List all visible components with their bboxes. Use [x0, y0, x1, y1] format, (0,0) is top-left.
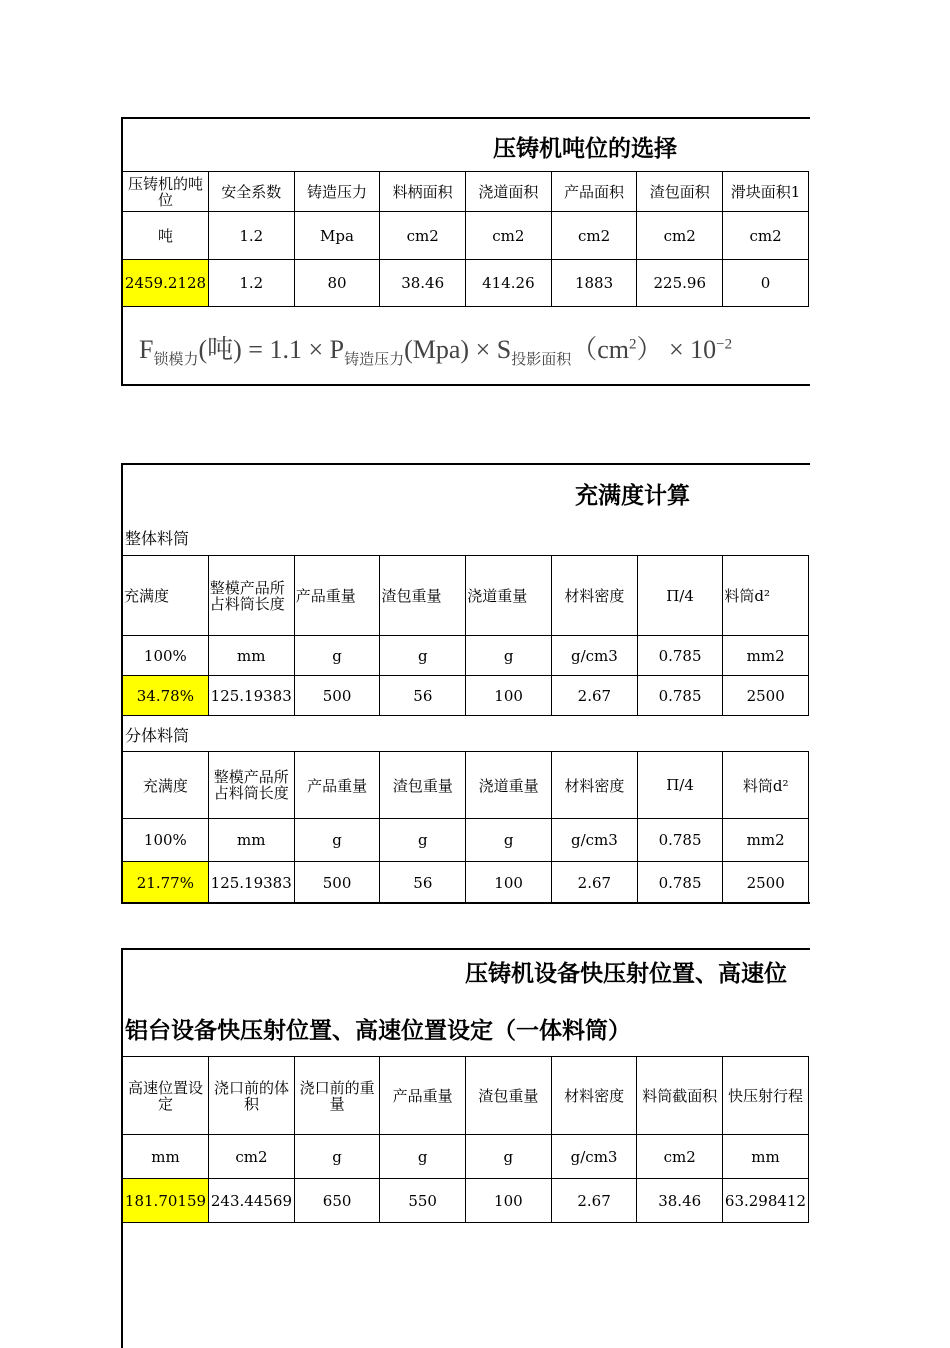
- value-cell[interactable]: 2500: [723, 676, 809, 716]
- unit-cell: cm2: [208, 1135, 294, 1179]
- unit-cell: mm: [722, 1135, 808, 1179]
- value-cell[interactable]: 650: [294, 1179, 379, 1223]
- unit-cell: g: [380, 819, 466, 862]
- clamping-force-formula: $F_{锁模力}$(吨) = $1.1 \times P_{铸造压力}(Mpa) \times S_{投影面积}(cm^2) \times 10^{-2}$: [139, 335, 733, 369]
- fill1-header-row: [123, 556, 809, 636]
- shot-position-section: [121, 948, 810, 1348]
- value-cell[interactable]: 1883: [551, 260, 637, 307]
- header-cell: 材料密度: [551, 1057, 637, 1135]
- header-cell: Π/4: [637, 556, 723, 636]
- unit-cell: g/cm3: [551, 1135, 637, 1179]
- fill1-value-row: [123, 676, 809, 716]
- value-cell[interactable]: 225.96: [637, 260, 723, 307]
- unit-cell: g: [294, 636, 380, 676]
- unit-cell: cm2: [637, 1135, 723, 1179]
- value-cell[interactable]: 2.67: [552, 862, 638, 905]
- unit-cell: mm2: [723, 636, 809, 676]
- value-cell[interactable]: 2.67: [552, 676, 638, 716]
- part1-label: 整体料筒: [125, 529, 190, 548]
- header-cell: 产品面积: [551, 172, 637, 212]
- header-cell: 压铸机的吨位: [123, 172, 209, 212]
- header-cell: 整模产品所占料筒长度: [208, 752, 294, 819]
- header-cell: 渣包重量: [380, 556, 466, 636]
- header-cell: 产品重量: [294, 556, 380, 636]
- unit-cell: 100%: [123, 636, 209, 676]
- value-cell[interactable]: 38.46: [380, 260, 466, 307]
- header-cell: 产品重量: [380, 1057, 466, 1135]
- unit-cell: g: [466, 1135, 552, 1179]
- value-cell[interactable]: 1.2: [208, 260, 294, 307]
- fill2-header-row: [123, 752, 809, 819]
- header-cell: 浇道面积: [466, 172, 552, 212]
- header-cell: 渣包面积: [637, 172, 723, 212]
- unit-cell: g: [380, 1135, 466, 1179]
- unit-cell: Mpa: [294, 212, 380, 260]
- unit-cell: 0.785: [637, 636, 723, 676]
- header-cell: 产品重量: [294, 752, 380, 819]
- tonnage-value-row: [123, 260, 809, 307]
- unit-cell: 1.2: [208, 212, 294, 260]
- value-cell[interactable]: 63.298412: [722, 1179, 808, 1223]
- header-cell: 滑块面积1: [723, 172, 809, 212]
- unit-cell: g: [466, 636, 552, 676]
- header-cell: 材料密度: [552, 556, 638, 636]
- unit-cell: mm2: [723, 819, 809, 862]
- value-cell[interactable]: 38.46: [637, 1179, 723, 1223]
- unit-cell: cm2: [466, 212, 552, 260]
- shot-position-subtitle: 铝台设备快压射位置、高速位置设定（一体料筒）: [125, 1017, 631, 1044]
- unit-cell: cm2: [551, 212, 637, 260]
- value-cell[interactable]: 100: [466, 1179, 552, 1223]
- header-cell: 料柄面积: [380, 172, 466, 212]
- header-cell: 浇道重量: [466, 556, 552, 636]
- header-cell: 铸造压力: [294, 172, 380, 212]
- value-cell[interactable]: 414.26: [466, 260, 552, 307]
- header-cell: 料筒截面积: [637, 1057, 723, 1135]
- shot-position-table: [122, 1056, 809, 1223]
- tonnage-result-cell[interactable]: 2459.2128: [123, 260, 209, 307]
- unit-cell: 0.785: [637, 819, 723, 862]
- header-cell: 浇口前的体积: [208, 1057, 294, 1135]
- fill-ratio-title: 充满度计算: [575, 482, 690, 509]
- unit-cell: g/cm3: [552, 636, 638, 676]
- shot-unit-row: [123, 1135, 809, 1179]
- header-cell: 料筒d²: [723, 752, 809, 819]
- unit-cell: 100%: [123, 819, 209, 862]
- header-cell: Π/4: [637, 752, 723, 819]
- value-cell[interactable]: 2.67: [551, 1179, 637, 1223]
- shot-position-title: 压铸机设备快压射位置、高速位: [465, 960, 787, 987]
- header-cell: 浇口前的重量: [294, 1057, 379, 1135]
- unit-cell: mm: [208, 819, 294, 862]
- part2-label: 分体料筒: [125, 726, 190, 745]
- fill2-unit-row: [123, 819, 809, 862]
- value-cell[interactable]: 80: [294, 260, 380, 307]
- unit-cell: g/cm3: [552, 819, 638, 862]
- header-cell: 渣包重量: [380, 752, 466, 819]
- fill2-value-row: [123, 862, 809, 905]
- unit-cell: g: [380, 636, 466, 676]
- value-cell[interactable]: 0: [723, 260, 809, 307]
- value-cell[interactable]: 0.785: [637, 676, 723, 716]
- shot-position-result-cell[interactable]: 181.70159: [123, 1179, 209, 1223]
- unit-cell: mm: [208, 636, 294, 676]
- header-cell: 料筒d²: [723, 556, 809, 636]
- fill-ratio-result-cell[interactable]: 34.78%: [123, 676, 209, 716]
- header-cell: 充满度: [123, 556, 209, 636]
- tonnage-table: [122, 171, 809, 307]
- header-cell: 快压射行程: [722, 1057, 808, 1135]
- value-cell[interactable]: 100: [466, 862, 552, 905]
- header-cell: 渣包重量: [466, 1057, 552, 1135]
- tonnage-header-row: [123, 172, 809, 212]
- value-cell[interactable]: 125.19383: [208, 862, 294, 905]
- value-cell[interactable]: 56: [380, 676, 466, 716]
- unit-cell: g: [466, 819, 552, 862]
- value-cell[interactable]: 550: [380, 1179, 466, 1223]
- tonnage-title: 压铸机吨位的选择: [493, 135, 677, 162]
- fill-table-1: [122, 555, 809, 716]
- value-cell[interactable]: 243.44569: [208, 1179, 294, 1223]
- value-cell[interactable]: 56: [380, 862, 466, 905]
- unit-cell: mm: [123, 1135, 209, 1179]
- unit-cell: cm2: [723, 212, 809, 260]
- tonnage-section: [121, 117, 810, 386]
- fill-ratio-section: [121, 463, 810, 904]
- shot-value-row: [123, 1179, 809, 1223]
- value-cell[interactable]: 500: [294, 862, 380, 905]
- unit-cell: g: [294, 819, 380, 862]
- header-cell: 整模产品所占料筒长度: [208, 556, 294, 636]
- tonnage-unit-row: [123, 212, 809, 260]
- header-cell: 材料密度: [552, 752, 638, 819]
- value-cell[interactable]: 500: [294, 676, 380, 716]
- fill-table-2: [122, 751, 809, 904]
- shot-header-row: [123, 1057, 809, 1135]
- header-cell: 充满度: [123, 752, 209, 819]
- unit-cell: 吨: [123, 212, 209, 260]
- value-cell[interactable]: 125.19383: [208, 676, 294, 716]
- value-cell[interactable]: 2500: [723, 862, 809, 905]
- header-cell: 浇道重量: [466, 752, 552, 819]
- fill1-unit-row: [123, 636, 809, 676]
- header-cell: 安全系数: [208, 172, 294, 212]
- header-cell: 高速位置设定: [123, 1057, 209, 1135]
- unit-cell: g: [294, 1135, 379, 1179]
- unit-cell: cm2: [637, 212, 723, 260]
- unit-cell: cm2: [380, 212, 466, 260]
- value-cell[interactable]: 0.785: [637, 862, 723, 905]
- value-cell[interactable]: 100: [466, 676, 552, 716]
- fill-ratio-result-cell[interactable]: 21.77%: [123, 862, 209, 905]
